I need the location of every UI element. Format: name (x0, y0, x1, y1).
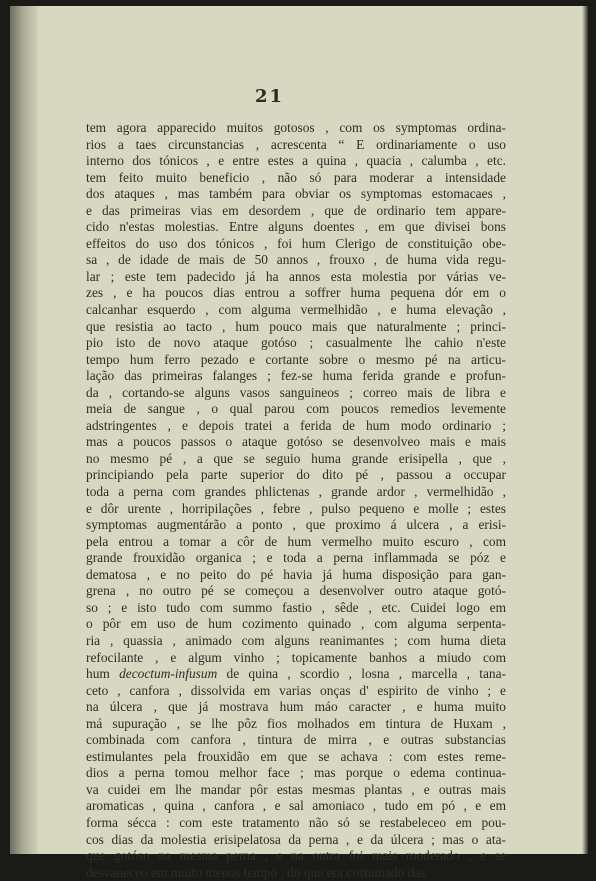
book-page (10, 6, 588, 880)
text-line: lação das primeiras falanges ; fez-se huma ferida grande e profun- (86, 368, 506, 384)
text-line: interno dos tónicos , e entre estes a quina , quacia , calumba , etc. (86, 153, 506, 169)
body-text (86, 120, 506, 881)
text-line: rios a taes circunstancias , acrescenta “ E ordinariamente o uso (86, 136, 506, 152)
text-line: adstringentes , e depois tratei a ferida de hum modo ordinario ; (86, 417, 506, 433)
text-line: e dôr urente , horripilações , febre , pulso pequeno e molle ; estes (86, 500, 506, 516)
text-line: que resistia ao tacto , hum pouco mais que naturalmente ; princi- (86, 318, 506, 334)
text-line: pio isto de novo ataque gotóso ; casualmente lhe cahio n'este (86, 335, 506, 351)
text-line: dos ataques , mas também para obviar os symptomas estomacaes , (86, 186, 506, 202)
text-line: da , cortando-se alguns vasos sanguineos ; correo mais de libra e (86, 384, 506, 400)
text-line: estimulantes pela frouxidão em que se achava : com estes reme- (86, 748, 506, 764)
text-line: va cuidei em lhe mandar pôr estas mesmas plantas , e outras mais (86, 781, 506, 797)
text-line: grande frouxidão organica ; e toda a perna inflammada se póz e (86, 550, 506, 566)
text-line: tem agora apparecido muitos gotosos , com os symptomas ordina- (86, 120, 506, 135)
text-line: e das primeiras vias em desordem , que de ordinario tem appare- (86, 202, 506, 218)
text-line: calcanhar esquerdo , com alguma vermelhidão , e huma elevação , (86, 302, 506, 318)
text-line: grena , no outro pé se começou a desenvolver outro ataque gotó- (86, 583, 506, 599)
text-line: combinada com canfora , tintura de mirra , e outras substancias (86, 732, 506, 748)
italic-term: decoctum-infusum (119, 666, 218, 682)
text-line: meia de sangue , o qual parou com poucos remedios levemente (86, 401, 506, 417)
text-line: má supuração , se lhe pôz fios molhados em tintura de Huxam , (86, 715, 506, 731)
text-line: na úlcera , que já mostrava hum máo caracter , e huma muito (86, 699, 506, 715)
text-line: pela entrou a tomar a côr de hum vermelho muito escuro , com (86, 533, 506, 549)
page-number: 21 (255, 86, 285, 107)
page-edge-shadow (582, 6, 588, 854)
text-line: no mesmo pé , a que se seguio huma grande erisipella , que , (86, 450, 506, 466)
text-line: effeitos do uso dos tónicos , foi hum Clerigo de constituição obe- (86, 235, 506, 251)
text-line: so ; e isto tudo com summo fastio , sêde , etc. Cuidei logo em (86, 599, 506, 615)
text-line: sa , de idade de mais de 50 annos , frouxo , de huma vida regu- (86, 252, 506, 268)
text-line: cos dias da molestia erisipelatosa da perna , e da úlcera ; mas o ata- (86, 831, 506, 847)
page-gutter-shadow (10, 6, 38, 854)
text-line: desvaneceo em muito menos tempo , do que era costumado das (86, 864, 426, 880)
text-line: mas a poucos passos o ataque gotóso se desenvolveo mais e mais (86, 434, 506, 450)
text-line: symptomas augmentárão a ponto , que proximo á ulcera , a erisi- (86, 517, 506, 533)
text-line: que gotóso na mesma perna , e na outra foi mais moderado , e se (86, 848, 506, 864)
text-segment: de quina , scordio , losna , marcella , tana- (217, 666, 507, 682)
text-line: aromaticas , quina , canfora , e sal amoniaco , tudo em pó , e em (86, 798, 506, 814)
text-line: refocilante , e algum vinho ; topicamente banhos a miudo com (86, 649, 506, 665)
text-line: dematosa , e no peito do pé havia já huma disposição para gan- (86, 566, 506, 582)
text-segment: hum (86, 666, 120, 682)
text-line: ceto , canfora , dissolvida em varias onças d' espirito de vinho ; e (86, 682, 506, 698)
text-line: tem feito muito beneficio , não só para moderar a intensidade (86, 169, 506, 185)
text-line (86, 666, 506, 683)
text-line: dios a perna tomou melhor face ; mas porque o edema continua- (86, 765, 506, 781)
text-line: toda a perna com grandes phlictenas , grande ardor , vermelhidão , (86, 484, 506, 500)
text-line: tempo hum ferro pezado e cortante sobre o mesmo pé na articu- (86, 351, 506, 367)
text-line: ria , quassia , animado com alguns reanimantes ; com huma dieta (86, 632, 506, 648)
text-line: lar ; este tem padecido já ha annos esta molestia por várias ve- (86, 268, 506, 284)
text-line: principiando pela parte superior do dito pé , passou a occupar (86, 467, 506, 483)
text-line: forma sécca : com este tratamento não só se restabeleceo em pou- (86, 814, 506, 830)
text-line: cido n'estas molestias. Entre alguns doentes , em que divisei bons (86, 219, 506, 235)
text-line: zes , e ha poucos dias entrou a soffrer huma pequena dór em o (86, 285, 506, 301)
text-line: o pôr em uso de hum cozimento quinado , com alguma serpenta- (86, 616, 506, 632)
